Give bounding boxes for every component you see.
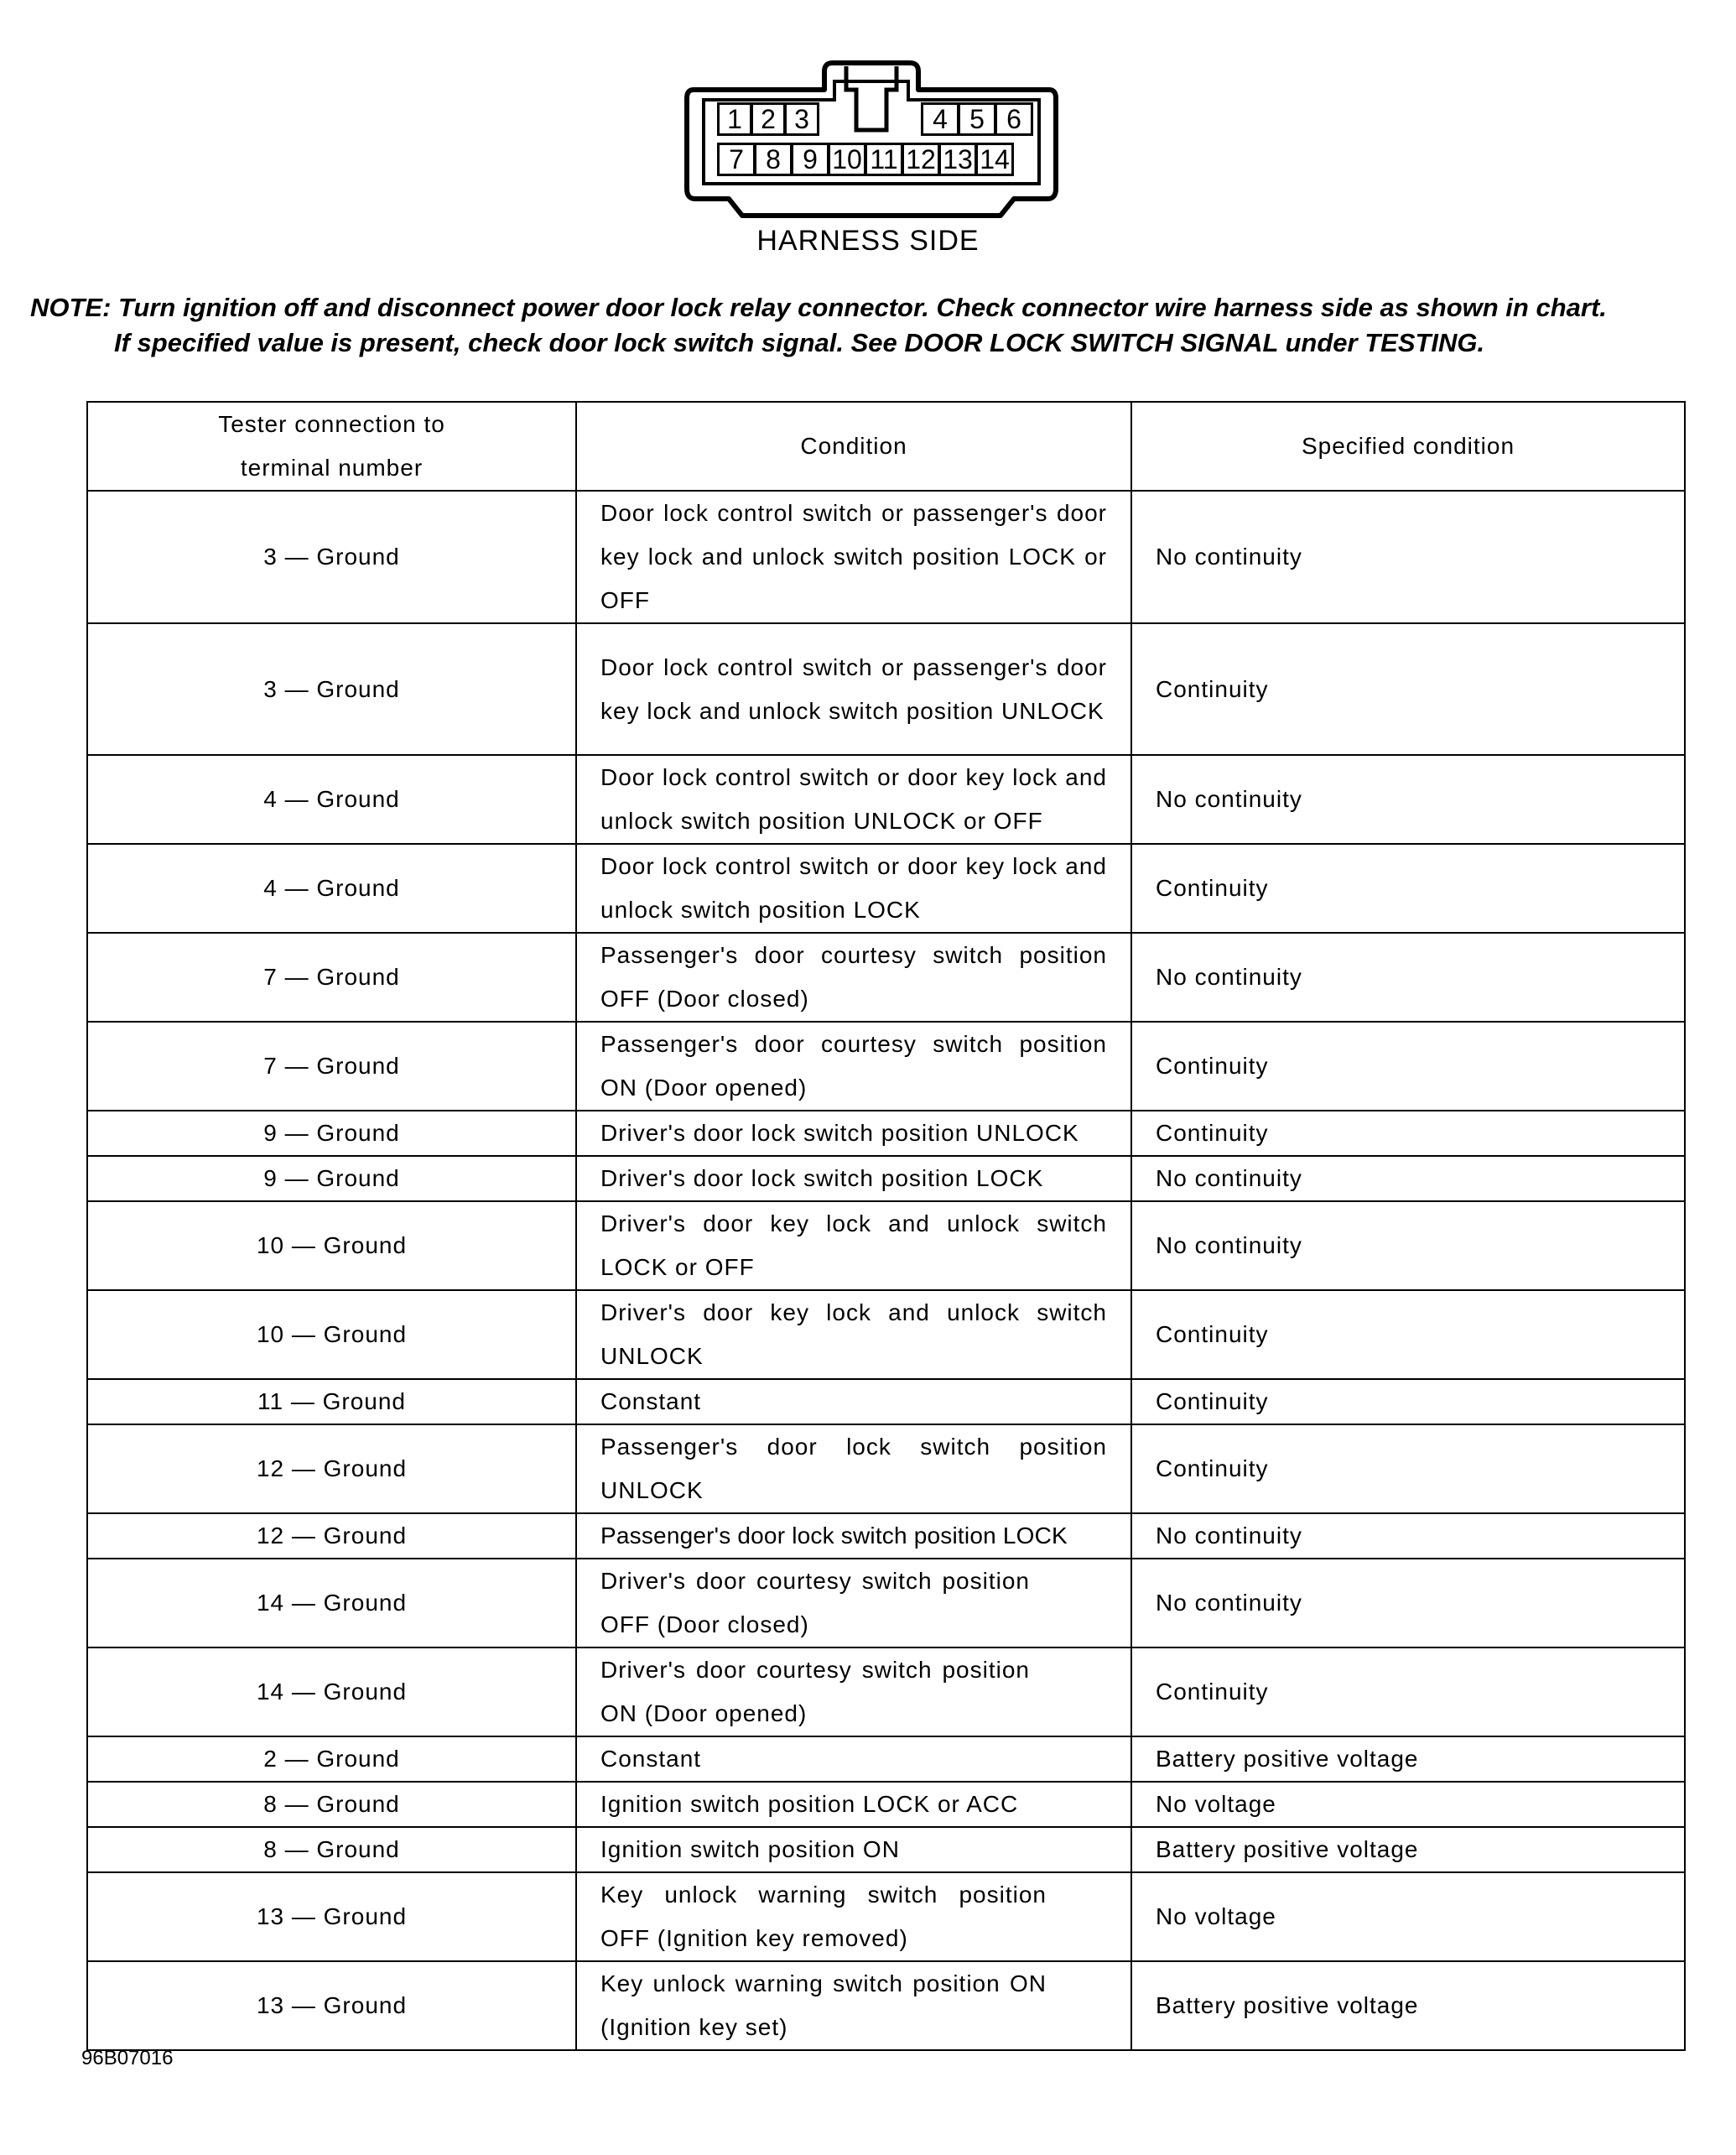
specified-cell: No continuity	[1131, 1513, 1685, 1559]
condition-cell: Passenger's door lock switch position UNLOCK	[576, 1424, 1131, 1513]
pin-4: 4	[921, 102, 959, 136]
pin-11: 11	[865, 143, 903, 176]
terminal-cell: 9 — Ground	[87, 1111, 576, 1156]
header-condition: Condition	[576, 402, 1131, 491]
specified-cell: No voltage	[1131, 1782, 1685, 1827]
header-specified: Specified condition	[1131, 402, 1685, 491]
condition-cell: Driver's door courtesy switch position OFF (Door closed)	[576, 1559, 1131, 1647]
specified-cell: Battery positive voltage	[1131, 1827, 1685, 1872]
specified-cell: No continuity	[1131, 1156, 1685, 1201]
table-row	[87, 1827, 1685, 1872]
connector-housing	[682, 55, 1061, 218]
terminal-cell: 4 — Ground	[87, 844, 576, 933]
terminal-cell: 12 — Ground	[87, 1513, 576, 1559]
note	[30, 290, 1716, 361]
condition-cell: Key unlock warning switch position OFF (Ignition key removed)	[576, 1872, 1131, 1961]
condition-cell: Constant	[576, 1379, 1131, 1424]
terminal-cell: 14 — Ground	[87, 1559, 576, 1647]
pin-2: 2	[751, 102, 786, 136]
terminal-cell: 10 — Ground	[87, 1201, 576, 1290]
table-row	[87, 844, 1685, 933]
terminal-cell: 7 — Ground	[87, 933, 576, 1022]
table-header-row	[87, 402, 1685, 491]
table-row	[87, 491, 1685, 623]
terminal-cell: 3 — Ground	[87, 491, 576, 623]
specified-cell: No voltage	[1131, 1872, 1685, 1961]
specified-cell: No continuity	[1131, 755, 1685, 844]
specified-cell: No continuity	[1131, 491, 1685, 623]
condition-cell: Driver's door lock switch position LOCK	[576, 1156, 1131, 1201]
terminal-cell: 11 — Ground	[87, 1379, 576, 1424]
pin-7: 7	[717, 143, 756, 176]
pin-1: 1	[717, 102, 752, 136]
pin-5: 5	[958, 102, 996, 136]
specified-cell: No continuity	[1131, 1201, 1685, 1290]
condition-cell: Driver's door courtesy switch position ON (Door opened)	[576, 1647, 1131, 1736]
figure-id: 96B07016	[81, 2047, 174, 2069]
condition-cell: Driver's door key lock and unlock switch LOCK or OFF	[576, 1201, 1131, 1290]
table-row	[87, 1647, 1685, 1736]
pin-3: 3	[784, 102, 819, 136]
table-row	[87, 933, 1685, 1022]
connector-diagram	[682, 55, 1061, 218]
pin-10: 10	[828, 143, 866, 176]
condition-cell: Driver's door lock switch position UNLOCK	[576, 1111, 1131, 1156]
pin-12: 12	[902, 143, 940, 176]
specified-cell: Continuity	[1131, 1379, 1685, 1424]
terminal-cell: 2 — Ground	[87, 1736, 576, 1782]
continuity-chart	[86, 401, 1686, 2051]
condition-cell: Passenger's door lock switch position LOCK	[576, 1513, 1131, 1559]
condition-cell: Passenger's door courtesy switch position ON (Door opened)	[576, 1022, 1131, 1111]
condition-cell: Door lock control switch or door key lock and unlock switch position UNLOCK or OFF	[576, 755, 1131, 844]
terminal-cell: 13 — Ground	[87, 1961, 576, 2050]
terminal-cell: 14 — Ground	[87, 1647, 576, 1736]
table-row	[87, 755, 1685, 844]
terminal-cell: 10 — Ground	[87, 1290, 576, 1379]
header-terminal: Tester connection to terminal number	[87, 402, 576, 491]
specified-cell: Continuity	[1131, 1022, 1685, 1111]
terminal-cell: 12 — Ground	[87, 1424, 576, 1513]
table-row	[87, 1872, 1685, 1961]
specified-cell: Continuity	[1131, 1424, 1685, 1513]
condition-cell: Driver's door key lock and unlock switch UNLOCK	[576, 1290, 1131, 1379]
table-row	[87, 1201, 1685, 1290]
table-row	[87, 1424, 1685, 1513]
specified-cell: Continuity	[1131, 844, 1685, 933]
pin-13: 13	[938, 143, 977, 176]
pin-8: 8	[754, 143, 793, 176]
note-line-2: If specified value is present, check door lock switch signal. See DOOR LOCK SWITCH SIGNAL under TESTING.	[114, 328, 1485, 357]
condition-cell: Key unlock warning switch position ON (Ignition key set)	[576, 1961, 1131, 2050]
table-row	[87, 1736, 1685, 1782]
pin-14: 14	[975, 143, 1014, 176]
terminal-cell: 13 — Ground	[87, 1872, 576, 1961]
table-row	[87, 1156, 1685, 1201]
terminal-cell: 3 — Ground	[87, 623, 576, 755]
specified-cell: Battery positive voltage	[1131, 1736, 1685, 1782]
table-row	[87, 1111, 1685, 1156]
specified-cell: Continuity	[1131, 1290, 1685, 1379]
table-row	[87, 1513, 1685, 1559]
condition-cell: Door lock control switch or door key lock and unlock switch position LOCK	[576, 844, 1131, 933]
condition-cell: Door lock control switch or passenger's door key lock and unlock switch position UNLOCK	[576, 623, 1131, 755]
condition-cell: Passenger's door courtesy switch position OFF (Door closed)	[576, 933, 1131, 1022]
pin-9: 9	[791, 143, 829, 176]
terminal-cell: 7 — Ground	[87, 1022, 576, 1111]
specified-cell: Continuity	[1131, 1111, 1685, 1156]
pin-6: 6	[995, 102, 1033, 136]
terminal-cell: 9 — Ground	[87, 1156, 576, 1201]
harness-side-label: HARNESS SIDE	[756, 225, 980, 257]
specified-cell: Battery positive voltage	[1131, 1961, 1685, 2050]
condition-cell: Ignition switch position ON	[576, 1827, 1131, 1872]
table-row	[87, 1559, 1685, 1647]
table-row	[87, 1379, 1685, 1424]
specified-cell: No continuity	[1131, 1559, 1685, 1647]
condition-cell: Ignition switch position LOCK or ACC	[576, 1782, 1131, 1827]
terminal-cell: 8 — Ground	[87, 1827, 576, 1872]
terminal-cell: 8 — Ground	[87, 1782, 576, 1827]
specified-cell: No continuity	[1131, 933, 1685, 1022]
table-row	[87, 1022, 1685, 1111]
table-row	[87, 623, 1685, 755]
table-row	[87, 1290, 1685, 1379]
note-line-1: NOTE: Turn ignition off and disconnect power door lock relay connector. Check connector wire harness side as shown in chart.	[30, 293, 1607, 322]
condition-cell: Constant	[576, 1736, 1131, 1782]
table-row	[87, 1782, 1685, 1827]
condition-cell: Door lock control switch or passenger's door key lock and unlock switch position LOCK or OFF	[576, 491, 1131, 623]
specified-cell: Continuity	[1131, 623, 1685, 755]
specified-cell: Continuity	[1131, 1647, 1685, 1736]
terminal-cell: 4 — Ground	[87, 755, 576, 844]
table-row	[87, 1961, 1685, 2050]
